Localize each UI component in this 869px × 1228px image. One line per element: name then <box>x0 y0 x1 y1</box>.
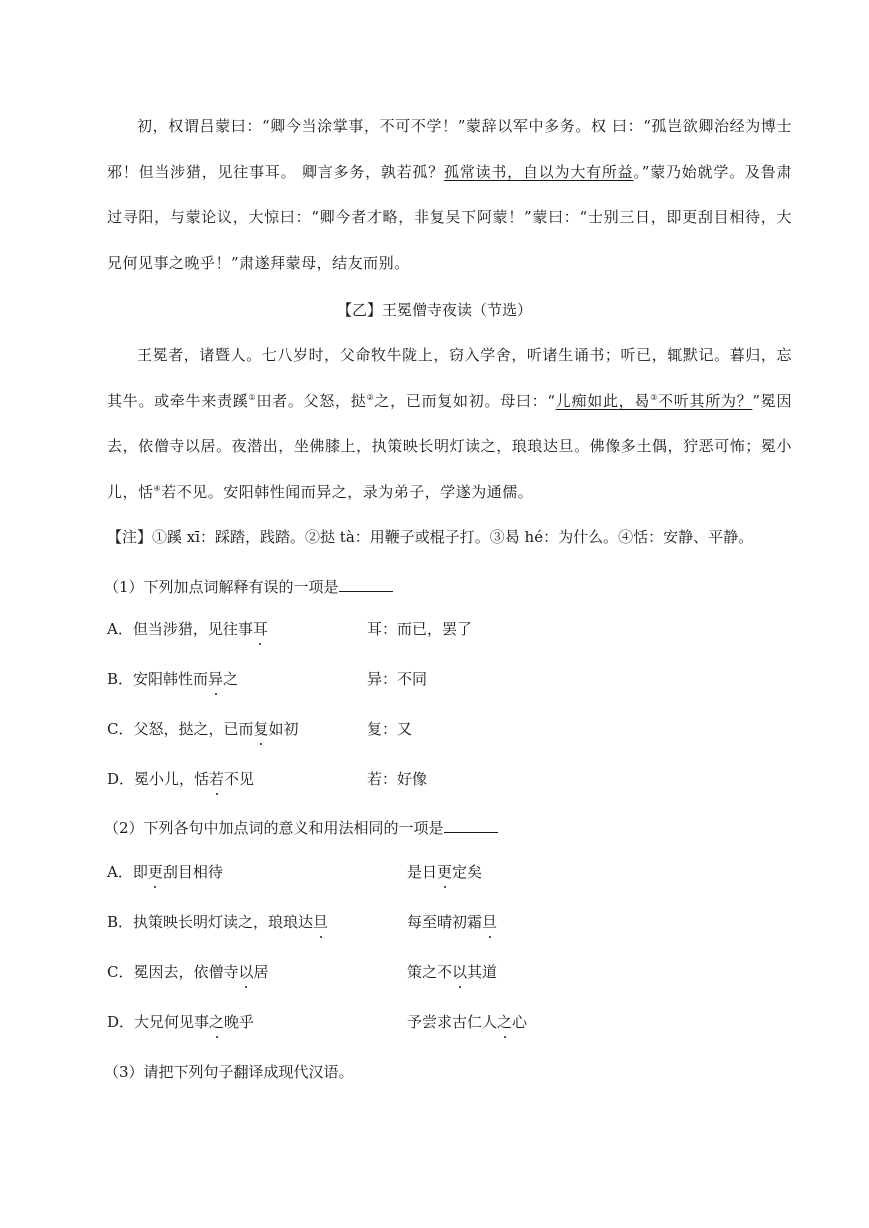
question-1-stem <box>104 575 393 599</box>
q2-compare-b: 每至晴初霜旦 <box>407 910 497 934</box>
footnote-marker-3: ③ <box>650 392 659 402</box>
dotted-word: 若 <box>209 767 224 791</box>
passage-a-underlined: 孤常读书，自以为大有所益 <box>444 162 634 181</box>
dotted-word: 异 <box>208 667 223 691</box>
passage-b-underlined <box>556 392 753 410</box>
passage-b <box>107 333 792 515</box>
q2-compare-a: 是日更定矣 <box>407 860 482 884</box>
q2-option-c: C．冕因去，依僧寺以居 <box>107 960 269 984</box>
q1-gloss-d: 若：好像 <box>367 770 428 788</box>
passage-b-text-2: 田者。父怒，挞 <box>256 391 367 410</box>
answer-blank-2[interactable] <box>444 816 498 833</box>
q1-gloss-a: 耳：而已，罢了 <box>367 620 473 638</box>
passage-b-text-1: 王冕者，诸暨人。七八岁时，父命牧牛陇上，窃入学舍，听诸生诵书；听已，辄默记。暮归，忘其牛。或牵牛来责蹊 <box>107 346 792 410</box>
passage-a <box>107 104 792 286</box>
q1-gloss-b: 异：不同 <box>367 670 428 688</box>
question-1-text: （1）下列加点词解释有误的一项是 <box>104 578 339 596</box>
dotted-word: 耳 <box>253 617 268 641</box>
dotted-word: 之 <box>497 1010 512 1034</box>
dotted-word: 更 <box>148 860 163 884</box>
q2-option-b: B．执策映长明灯读之，琅琅达旦 <box>107 910 328 934</box>
dotted-word: 更 <box>437 860 452 884</box>
passage-b-text-4: ”冕因去，依僧寺以居。夜潜出，坐佛膝上，执策映长明灯读之，琅琅达旦。佛像多土偶，狞恶可怖；冕小儿，恬 <box>107 391 793 501</box>
dotted-word: 旦 <box>482 910 497 934</box>
q2-option-d: D．大兄何见事之晚乎 <box>107 1010 254 1034</box>
footnote-marker-1: ① <box>248 392 257 402</box>
footnote-marker-2: ② <box>366 392 375 402</box>
q1-gloss-c: 复：又 <box>367 720 413 738</box>
q2-compare-d: 予尝求古仁人之心 <box>407 1010 527 1034</box>
passage-b-text-5: 若不见。安阳韩性闻而异之，录为弟子，学遂为通儒。 <box>161 482 534 501</box>
passage-b-heading: 【乙】王冕僧寺夜读（节选） <box>336 301 532 319</box>
question-2-stem <box>104 816 498 840</box>
underlined-part-2: 不听其所为？ <box>658 391 753 410</box>
dotted-word: 以 <box>452 960 467 984</box>
dotted-word: 复 <box>253 717 268 741</box>
passage-b-text-3: 之，已而复如初。母曰：“ <box>374 391 556 410</box>
q1-option-a: A．但当涉猎，见往事耳 <box>107 617 268 641</box>
q2-option-a: A．即更刮目相待 <box>107 860 223 884</box>
underlined-part-1: 儿痴如此，曷 <box>555 391 651 410</box>
q2-compare-c: 策之不以其道 <box>407 960 497 984</box>
question-3-stem: （3）请把下列句子翻译成现代汉语。 <box>104 1063 354 1081</box>
annotation-note: 【注】①蹊 xī：踩踏，践踏。②挞 tà：用鞭子或棍子打。③曷 hé：为什么。④恬：安静、平静。 <box>107 528 754 546</box>
dotted-word: 之 <box>209 1010 224 1034</box>
question-2-text: （2）下列各句中加点词的意义和用法相同的一项是 <box>104 819 444 837</box>
q1-option-c: C．父怒，挞之，已而复如初 <box>107 717 299 741</box>
q1-option-d: D．冕小儿，恬若不见 <box>107 767 254 791</box>
footnote-marker-4: ④ <box>153 483 162 493</box>
q1-option-b: B．安阳韩性而异之 <box>107 667 238 691</box>
dotted-word: 旦 <box>313 910 328 934</box>
dotted-word: 以 <box>238 960 253 984</box>
passage-a-text-2: 。”蒙乃始就学。及鲁肃过寻阳，与蒙论议，大惊曰：“卿今者才略，非复吴下阿蒙！”蒙曰：“士别三日，即更刮目相待，大兄何见事之晚乎！”肃遂拜蒙母，结友而别。 <box>107 162 792 272</box>
answer-blank-1[interactable] <box>339 575 393 592</box>
passage-a-text-1: 初，权谓吕蒙曰：“卿今当涂掌事，不可不学！”蒙辞以军中多务。权 曰：“孤岂欲卿治经为博士邪！但当涉猎，见往事耳。 卿言多务，孰若孤？ <box>107 117 792 181</box>
